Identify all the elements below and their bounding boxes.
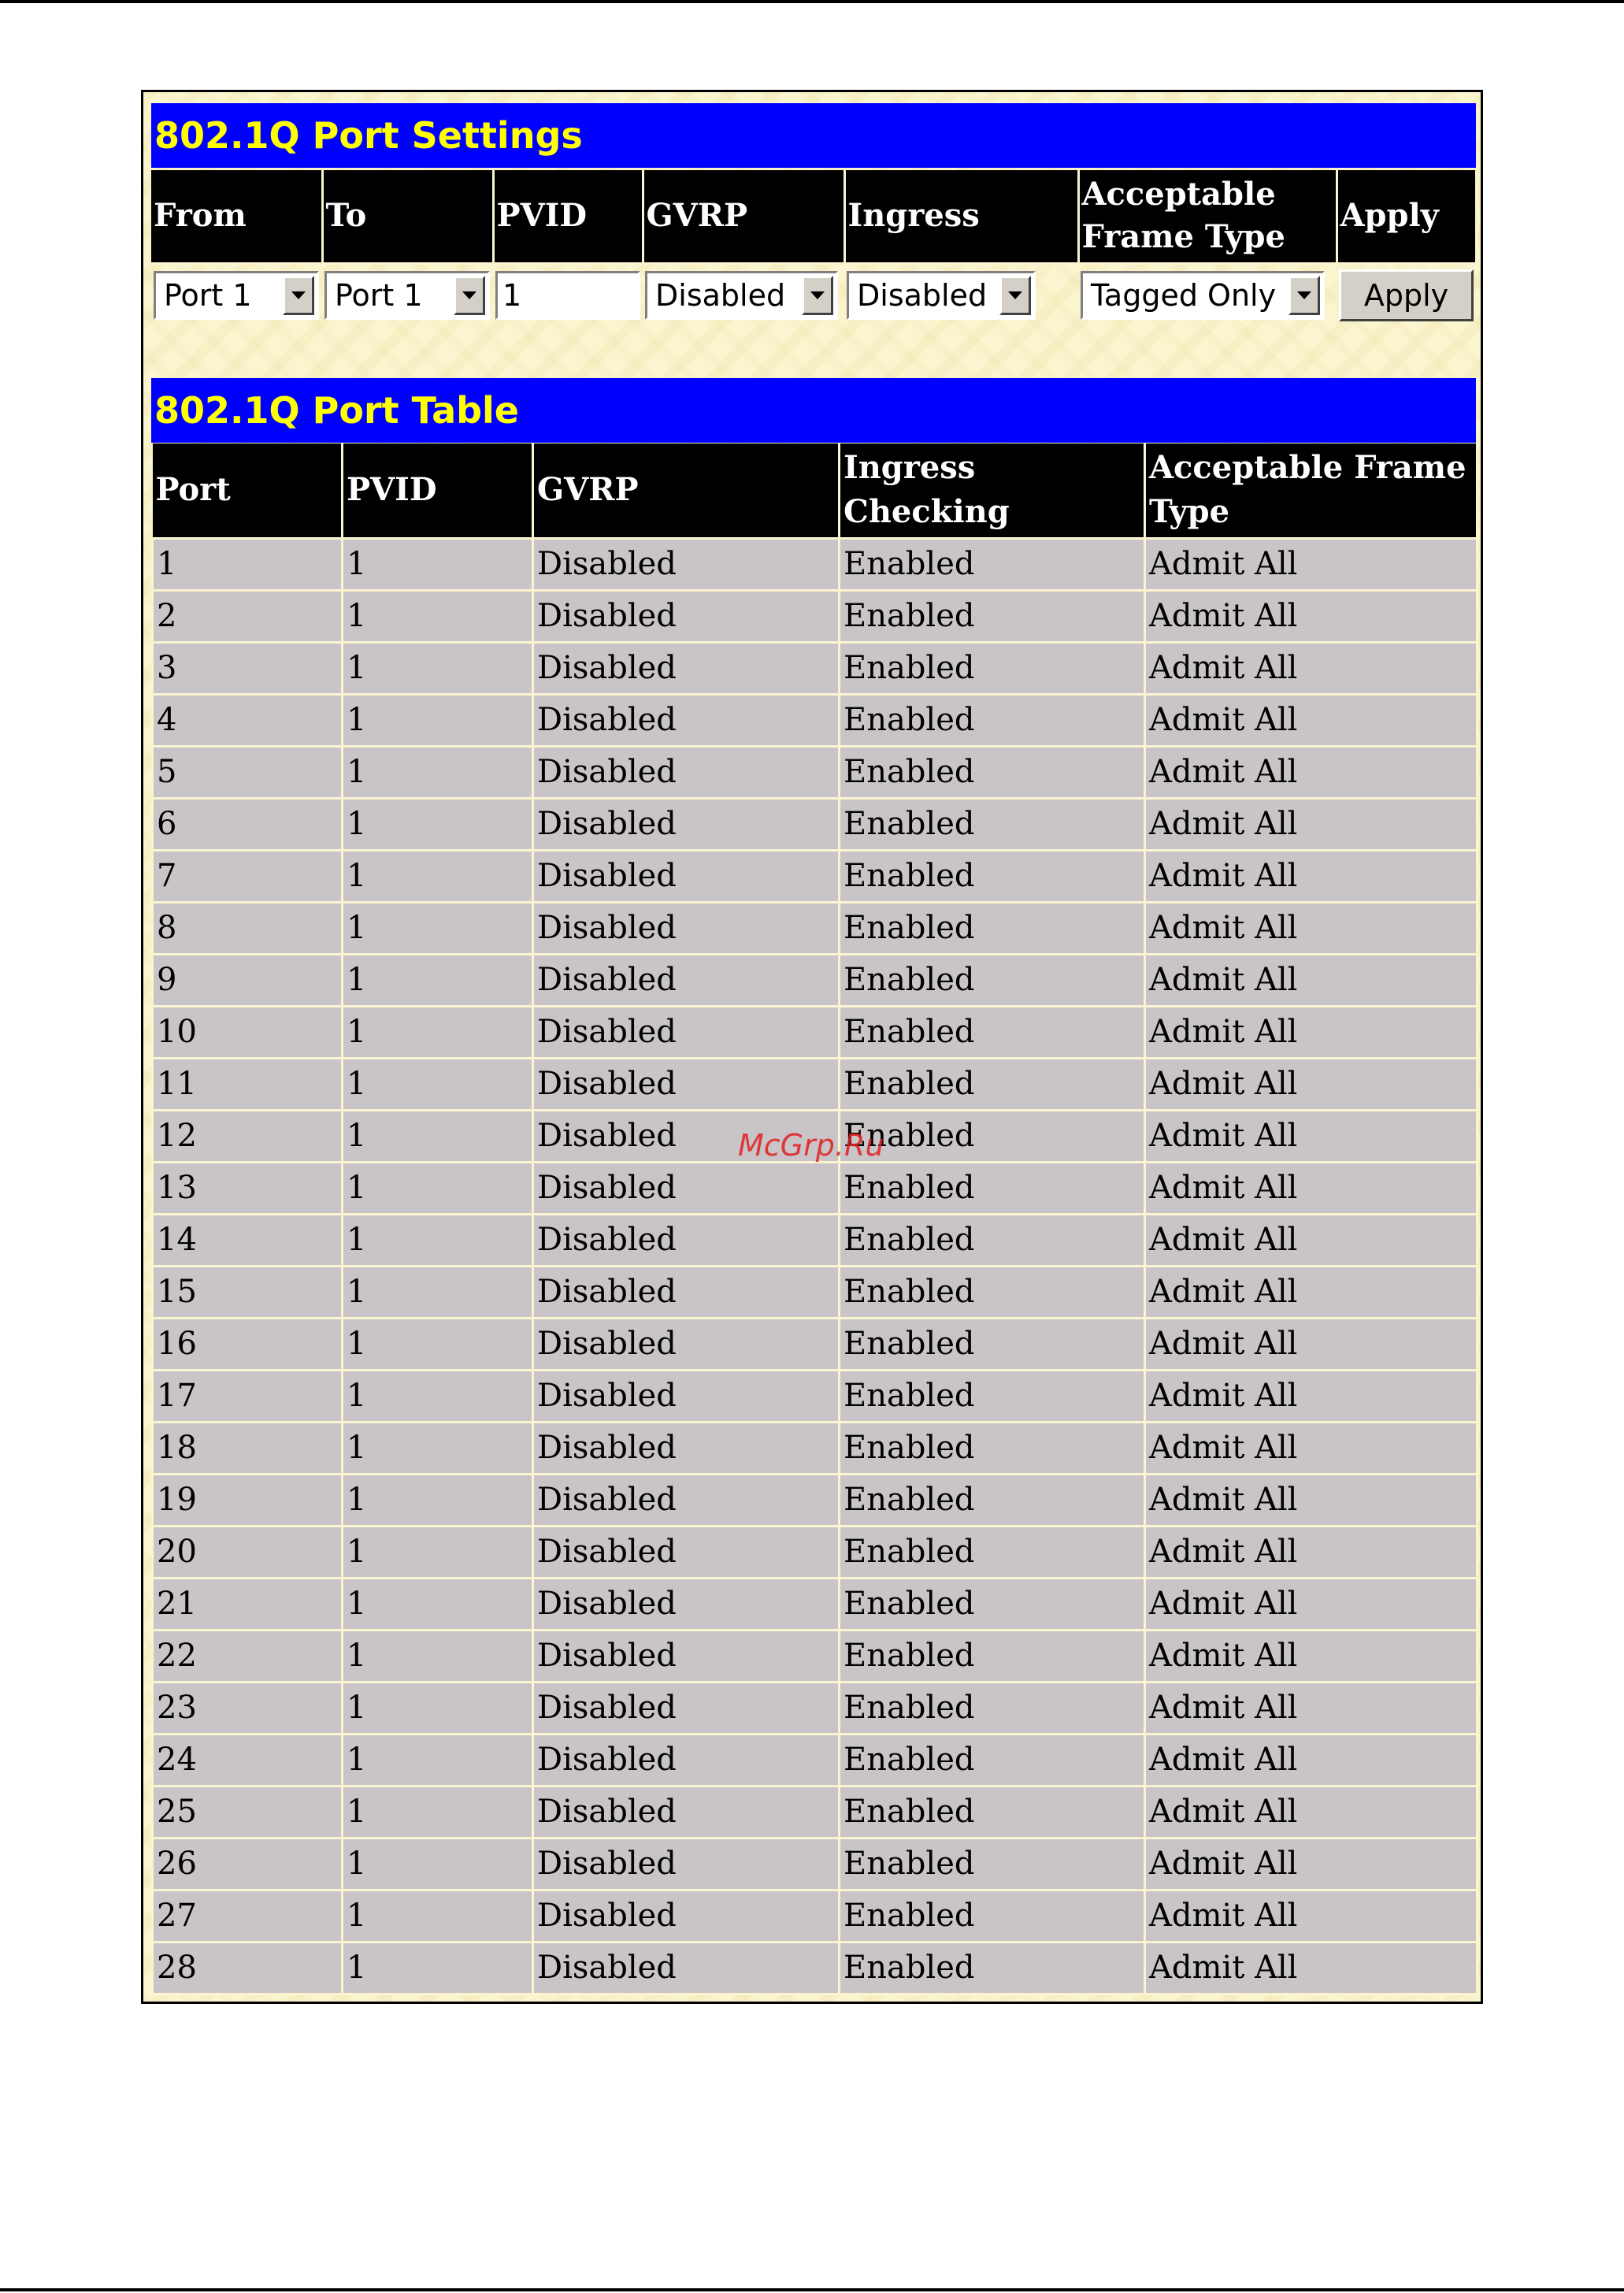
- port-cell: 18: [153, 1422, 343, 1474]
- ingress-value: Disabled: [857, 277, 988, 313]
- port-settings-title: 802.1Q Port Settings: [151, 103, 1476, 168]
- ingress-checking-cell: Enabled: [840, 1578, 1145, 1630]
- ingress-checking-cell: Enabled: [840, 1110, 1145, 1162]
- acceptable-frame-type-cell: Admit All: [1145, 850, 1478, 902]
- pvid-cell: 1: [343, 954, 533, 1006]
- pvid-cell: 1: [343, 1474, 533, 1526]
- port-cell: 14: [153, 1214, 343, 1266]
- gvrp-cell: Disabled: [533, 1162, 840, 1214]
- port-cell: 2: [153, 590, 343, 642]
- port-cell: 10: [153, 1006, 343, 1058]
- acceptable-frame-type-cell: Admit All: [1145, 642, 1478, 694]
- gvrp-cell: Disabled: [533, 1838, 840, 1890]
- pvid-cell: 1: [343, 1266, 533, 1318]
- table-row: [153, 538, 1478, 590]
- gvrp-cell: Disabled: [533, 798, 840, 850]
- acceptable-frame-type-header-line1: Acceptable: [1081, 176, 1276, 213]
- gvrp-cell: Disabled: [533, 1214, 840, 1266]
- port-cell: 3: [153, 642, 343, 694]
- pvid-cell: 1: [343, 1214, 533, 1266]
- gvrp-cell: Disabled: [533, 1110, 840, 1162]
- gvrp-cell: Disabled: [533, 1006, 840, 1058]
- port-table-body: [153, 538, 1478, 1994]
- acceptable-frame-type-header-line2: Frame Type: [1081, 218, 1285, 256]
- acceptable-frame-type-cell: Admit All: [1145, 1006, 1478, 1058]
- ingress-checking-cell: Enabled: [840, 902, 1145, 954]
- acceptable-frame-type-cell: Admit All: [1145, 1370, 1478, 1422]
- table-row: [153, 1006, 1478, 1058]
- pvid-cell: 1: [343, 1526, 533, 1578]
- ingress-checking-cell: Enabled: [840, 1474, 1145, 1526]
- ingress-checking-cell: Enabled: [840, 1942, 1145, 1994]
- gvrp-cell: Disabled: [533, 1734, 840, 1786]
- port-cell: 25: [153, 1786, 343, 1838]
- gvrp-cell: Disabled: [533, 590, 840, 642]
- acceptable-frame-type-cell: Admit All: [1145, 954, 1478, 1006]
- acceptable-frame-type-cell: Admit All: [1145, 1474, 1478, 1526]
- acceptable-frame-type-cell: Admit All: [1145, 694, 1478, 746]
- acceptable-frame-type-column-header-line2: Type: [1149, 493, 1230, 531]
- acceptable-frame-type-cell: Admit All: [1145, 1318, 1478, 1370]
- port-cell: 1: [153, 538, 343, 590]
- port-cell: 28: [153, 1942, 343, 1994]
- table-row: [153, 642, 1478, 694]
- ingress-checking-cell: Enabled: [840, 1318, 1145, 1370]
- pvid-cell: 1: [343, 1058, 533, 1110]
- table-row: [153, 1422, 1478, 1474]
- watermark: McGrp.Ru: [738, 1128, 884, 1163]
- gvrp-cell: Disabled: [533, 1630, 840, 1682]
- pvid-cell: 1: [343, 1630, 533, 1682]
- port-cell: 12: [153, 1110, 343, 1162]
- apply-header: Apply: [1337, 170, 1476, 263]
- acceptable-frame-type-cell: Admit All: [1145, 1942, 1478, 1994]
- pvid-cell: 1: [343, 1890, 533, 1942]
- acceptable-frame-type-cell: Admit All: [1145, 1682, 1478, 1734]
- acceptable-frame-type-cell: Admit All: [1145, 1734, 1478, 1786]
- pvid-cell: 1: [343, 1370, 533, 1422]
- ingress-checking-cell: Enabled: [840, 1370, 1145, 1422]
- pvid-cell: 1: [343, 642, 533, 694]
- ingress-checking-cell: Enabled: [840, 746, 1145, 798]
- gvrp-value: Disabled: [655, 277, 786, 313]
- pvid-cell: 1: [343, 1838, 533, 1890]
- table-row: [153, 1578, 1478, 1630]
- pvid-cell: 1: [343, 1734, 533, 1786]
- ingress-checking-cell: Enabled: [840, 1734, 1145, 1786]
- gvrp-cell: Disabled: [533, 1266, 840, 1318]
- frame-type-value: Tagged Only: [1091, 277, 1277, 313]
- table-row: [153, 590, 1478, 642]
- pvid-cell: 1: [343, 798, 533, 850]
- table-row: [153, 1630, 1478, 1682]
- table-row: [153, 1162, 1478, 1214]
- table-row: [153, 1474, 1478, 1526]
- ingress-checking-cell: Enabled: [840, 1786, 1145, 1838]
- port-cell: 4: [153, 694, 343, 746]
- pvid-cell: 1: [343, 694, 533, 746]
- acceptable-frame-type-column-header-line1: Acceptable Frame: [1149, 449, 1466, 487]
- acceptable-frame-type-cell: Admit All: [1145, 1058, 1478, 1110]
- pvid-cell: 1: [343, 1942, 533, 1994]
- pvid-column-header: PVID: [343, 443, 533, 538]
- port-cell: 16: [153, 1318, 343, 1370]
- pvid-cell: 1: [343, 1786, 533, 1838]
- gvrp-cell: Disabled: [533, 1578, 840, 1630]
- table-row: [153, 902, 1478, 954]
- pvid-cell: 1: [343, 1682, 533, 1734]
- port-cell: 13: [153, 1162, 343, 1214]
- port-cell: 8: [153, 902, 343, 954]
- ingress-checking-cell: Enabled: [840, 590, 1145, 642]
- pvid-cell: 1: [343, 746, 533, 798]
- table-row: [153, 1890, 1478, 1942]
- ingress-checking-cell: Enabled: [840, 1682, 1145, 1734]
- acceptable-frame-type-cell: Admit All: [1145, 1526, 1478, 1578]
- table-row: [153, 1266, 1478, 1318]
- gvrp-cell: Disabled: [533, 746, 840, 798]
- port-cell: 15: [153, 1266, 343, 1318]
- acceptable-frame-type-cell: Admit All: [1145, 1422, 1478, 1474]
- acceptable-frame-type-cell: Admit All: [1145, 1890, 1478, 1942]
- bottom-rule: [0, 2288, 1624, 2291]
- port-cell: 23: [153, 1682, 343, 1734]
- gvrp-cell: Disabled: [533, 1890, 840, 1942]
- content-frame: [141, 90, 1483, 2004]
- table-row: [153, 1318, 1478, 1370]
- acceptable-frame-type-cell: Admit All: [1145, 1214, 1478, 1266]
- gvrp-column-header: GVRP: [533, 443, 840, 538]
- pvid-input[interactable]: [495, 271, 640, 320]
- table-row: [153, 746, 1478, 798]
- acceptable-frame-type-cell: Admit All: [1145, 1110, 1478, 1162]
- port-table-title: 802.1Q Port Table: [151, 378, 1476, 443]
- ingress-checking-cell: Enabled: [840, 1422, 1145, 1474]
- acceptable-frame-type-cell: Admit All: [1145, 1162, 1478, 1214]
- table-row: [153, 1526, 1478, 1578]
- ingress-checking-column-header: Ingress Checking: [840, 443, 1145, 538]
- ingress-checking-cell: Enabled: [840, 1058, 1145, 1110]
- gvrp-cell: Disabled: [533, 850, 840, 902]
- ingress-checking-cell: Enabled: [840, 1526, 1145, 1578]
- pvid-cell: 1: [343, 1162, 533, 1214]
- table-row: [153, 1942, 1478, 1994]
- table-row: [153, 1682, 1478, 1734]
- table-row: [153, 1838, 1478, 1890]
- to-port-select[interactable]: [324, 271, 490, 320]
- acceptable-frame-type-cell: Admit All: [1145, 538, 1478, 590]
- port-cell: 9: [153, 954, 343, 1006]
- port-cell: 6: [153, 798, 343, 850]
- ingress-checking-cell: Enabled: [840, 694, 1145, 746]
- table-row: [153, 1214, 1478, 1266]
- port-cell: 20: [153, 1526, 343, 1578]
- to-port-value: Port 1: [335, 277, 423, 313]
- acceptable-frame-type-cell: Admit All: [1145, 746, 1478, 798]
- port-cell: 5: [153, 746, 343, 798]
- pvid-cell: 1: [343, 1578, 533, 1630]
- pvid-cell: 1: [343, 538, 533, 590]
- gvrp-cell: Disabled: [533, 1682, 840, 1734]
- acceptable-frame-type-header: [1078, 170, 1337, 263]
- port-settings-form: [151, 170, 1478, 326]
- settings-controls-row: [151, 263, 1476, 326]
- ingress-checking-cell: Enabled: [840, 1266, 1145, 1318]
- gvrp-cell: Disabled: [533, 902, 840, 954]
- table-row: [153, 954, 1478, 1006]
- gvrp-cell: Disabled: [533, 1422, 840, 1474]
- acceptable-frame-type-cell: Admit All: [1145, 798, 1478, 850]
- apply-button[interactable]: Apply: [1339, 269, 1474, 321]
- chevron-down-icon[interactable]: [802, 276, 833, 315]
- acceptable-frame-type-cell: Admit All: [1145, 1838, 1478, 1890]
- pvid-cell: 1: [343, 1110, 533, 1162]
- pvid-cell: 1: [343, 850, 533, 902]
- acceptable-frame-type-cell: Admit All: [1145, 1630, 1478, 1682]
- from-header: From: [151, 170, 322, 263]
- to-header: To: [322, 170, 493, 263]
- gvrp-cell: Disabled: [533, 1474, 840, 1526]
- ingress-checking-cell: Enabled: [840, 538, 1145, 590]
- gvrp-cell: Disabled: [533, 1370, 840, 1422]
- gvrp-cell: Disabled: [533, 1526, 840, 1578]
- port-cell: 11: [153, 1058, 343, 1110]
- ingress-select[interactable]: [847, 271, 1036, 320]
- port-table-header-row: [153, 443, 1478, 538]
- ingress-checking-cell: Enabled: [840, 1838, 1145, 1890]
- ingress-header: Ingress: [844, 170, 1078, 263]
- top-rule: [0, 0, 1624, 3]
- pvid-cell: 1: [343, 590, 533, 642]
- frame-type-select[interactable]: [1081, 271, 1325, 320]
- acceptable-frame-type-cell: Admit All: [1145, 902, 1478, 954]
- acceptable-frame-type-cell: Admit All: [1145, 1786, 1478, 1838]
- port-cell: 17: [153, 1370, 343, 1422]
- acceptable-frame-type-cell: Admit All: [1145, 1266, 1478, 1318]
- pvid-cell: 1: [343, 1422, 533, 1474]
- ingress-checking-cell: Enabled: [840, 1630, 1145, 1682]
- port-cell: 21: [153, 1578, 343, 1630]
- ingress-checking-cell: Enabled: [840, 1890, 1145, 1942]
- ingress-checking-cell: Enabled: [840, 954, 1145, 1006]
- gvrp-select[interactable]: [645, 271, 838, 320]
- pvid-cell: 1: [343, 1006, 533, 1058]
- acceptable-frame-type-column-header: [1145, 443, 1478, 538]
- table-row: [153, 1734, 1478, 1786]
- port-cell: 27: [153, 1890, 343, 1942]
- port-column-header: Port: [153, 443, 343, 538]
- table-row: [153, 798, 1478, 850]
- pvid-header: PVID: [493, 170, 643, 263]
- ingress-checking-cell: Enabled: [840, 850, 1145, 902]
- chevron-down-icon[interactable]: [1288, 276, 1320, 315]
- acceptable-frame-type-cell: Admit All: [1145, 590, 1478, 642]
- table-row: [153, 1786, 1478, 1838]
- port-cell: 26: [153, 1838, 343, 1890]
- gvrp-header: GVRP: [643, 170, 844, 263]
- port-table: [151, 443, 1478, 1995]
- ingress-checking-cell: Enabled: [840, 798, 1145, 850]
- table-row: [153, 850, 1478, 902]
- pvid-cell: 1: [343, 902, 533, 954]
- ingress-checking-cell: Enabled: [840, 1214, 1145, 1266]
- table-row: [153, 1058, 1478, 1110]
- chevron-down-icon[interactable]: [999, 276, 1031, 315]
- acceptable-frame-type-cell: Admit All: [1145, 1578, 1478, 1630]
- ingress-checking-cell: Enabled: [840, 1162, 1145, 1214]
- from-port-select[interactable]: [154, 271, 319, 320]
- ingress-checking-cell: Enabled: [840, 1006, 1145, 1058]
- chevron-down-icon[interactable]: [283, 276, 314, 315]
- gvrp-cell: Disabled: [533, 642, 840, 694]
- from-port-value: Port 1: [164, 277, 252, 313]
- port-cell: 24: [153, 1734, 343, 1786]
- settings-header-row: [151, 170, 1476, 263]
- gvrp-cell: Disabled: [533, 1058, 840, 1110]
- port-cell: 19: [153, 1474, 343, 1526]
- gvrp-cell: Disabled: [533, 694, 840, 746]
- gvrp-cell: Disabled: [533, 538, 840, 590]
- gvrp-cell: Disabled: [533, 1318, 840, 1370]
- gvrp-cell: Disabled: [533, 954, 840, 1006]
- table-row: [153, 694, 1478, 746]
- pvid-cell: 1: [343, 1318, 533, 1370]
- port-cell: 7: [153, 850, 343, 902]
- port-cell: 22: [153, 1630, 343, 1682]
- chevron-down-icon[interactable]: [454, 276, 485, 315]
- table-row: [153, 1370, 1478, 1422]
- gvrp-cell: Disabled: [533, 1786, 840, 1838]
- gvrp-cell: Disabled: [533, 1942, 840, 1994]
- ingress-checking-cell: Enabled: [840, 642, 1145, 694]
